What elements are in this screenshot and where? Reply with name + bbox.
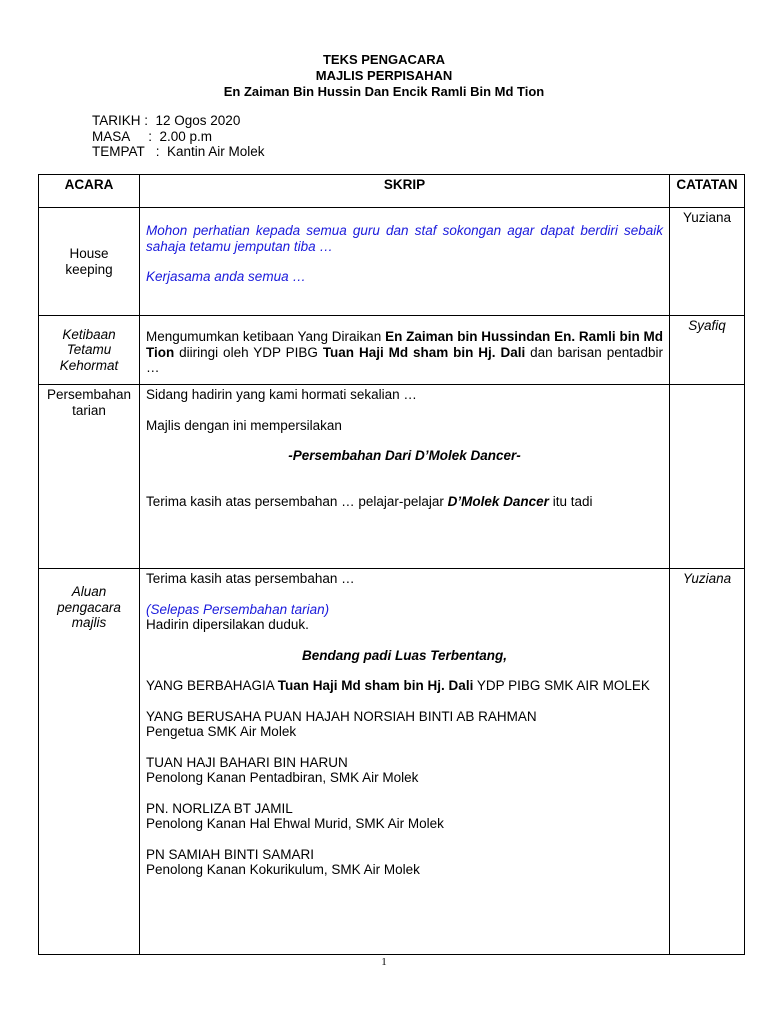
skrip-text: YDP PIBG SMK AIR MOLEK [473,678,650,693]
skrip-text-bold: En Zaiman bin Hussindan En. Ramli bin Md Tion [146,329,663,360]
acara-cell: Persembahan tarian [39,385,140,569]
skrip-paragraph [146,329,663,376]
pantun-line: Bendang padi Luas Terbentang, [301,647,508,663]
acara-cell: Ketibaan Tetamu Kehormat [39,316,140,385]
header-catatan: CATATAN [670,175,745,208]
event-details [92,113,265,160]
guest-name: PN SAMIAH BINTI SAMARI [146,846,315,862]
guest-name: PN. NORLIZA BT JAMIL [146,800,293,816]
guest-vip [146,678,663,694]
table-row [39,208,745,316]
script-table [38,174,745,955]
document-subtitle: MAJLIS PERPISAHAN [315,68,453,83]
skrip-cell [140,208,670,316]
guest-role: Penolong Kanan Hal Ehwal Murid, SMK Air Molek [146,816,444,831]
catatan-cell: Yuziana [670,569,745,955]
catatan-cell: Yuziana [670,208,745,316]
guest-name: TUAN HAJI BAHARI BIN HARUN [146,754,348,770]
skrip-text-bold: D’Molek Dancer [447,493,549,509]
event-time: MASA : 2.00 p.m [92,128,213,144]
document-title: TEKS PENGACARA [322,52,446,67]
skrip-paragraph [146,494,663,510]
skrip-text-bold: Tuan Haji Md sham bin Hj. Dali [322,344,526,360]
catatan-cell [670,385,745,569]
skrip-cell [140,385,670,569]
acara-cell [39,569,140,955]
pantun-block [146,648,663,664]
skrip-paragraph: (Selepas Persembahan tarian) [146,601,330,617]
table-header-row [39,175,745,208]
guest-role: Penolong Kanan Kokurikulum, SMK Air Molek [146,862,420,877]
honoree-names: En Zaiman Bin Hussin Dan Encik Ramli Bin Md Tion [223,84,545,99]
performance-announcement: -Persembahan Dari D’Molek Dancer- [288,448,521,463]
skrip-cell [140,569,670,955]
skrip-paragraph: Majlis dengan ini mempersilakan [146,417,342,433]
acara-label: Aluan pengacara majlis [57,584,121,630]
catatan-cell: Syafiq [670,316,745,385]
skrip-paragraph: Terima kasih atas persembahan … [146,571,355,586]
guest-name: YANG BERUSAHA PUAN HAJAH NORSIAH BINTI AB RAHMAN [146,708,537,724]
skrip-text: diiringi oleh YDP PIBG [174,344,323,360]
document-title-block [0,52,768,100]
skrip-text: Terima kasih atas persembahan … pelajar-pelajar [146,493,448,509]
table-row [39,316,745,385]
page-number: 1 [381,956,387,968]
skrip-paragraph: Sidang hadirin yang kami hormati sekalian … [146,387,417,402]
skrip-text-bold: Tuan Haji Md sham bin Hj. Dali [277,678,474,693]
guest-role: Pengetua SMK Air Molek [146,724,297,739]
skrip-text: YANG BERBAHAGIA [146,678,278,693]
table-row [39,569,745,955]
acara-cell: House keeping [39,208,140,316]
header-skrip: SKRIP [140,175,670,208]
event-date: TARIKH : 12 Ogos 2020 [92,113,241,128]
skrip-text: Mengumumkan ketibaan Yang Diraikan [146,329,386,344]
skrip-cell [140,316,670,385]
header-acara: ACARA [39,175,140,208]
guest-role: Penolong Kanan Pentadbiran, SMK Air Molek [146,770,419,785]
skrip-text: dan barisan pentadbir … [146,344,663,375]
table-row [39,385,745,569]
event-place: TEMPAT : Kantin Air Molek [92,144,265,159]
skrip-paragraph: Mohon perhatian kepada semua guru dan staf sokongan agar dapat berdiri sebaik sahaja tetamu jemputan tiba … [146,223,663,254]
skrip-paragraph: Kerjasama anda semua … [146,269,306,284]
skrip-paragraph: Hadirin dipersilakan duduk. [146,617,309,632]
skrip-text: itu tadi [548,493,593,509]
